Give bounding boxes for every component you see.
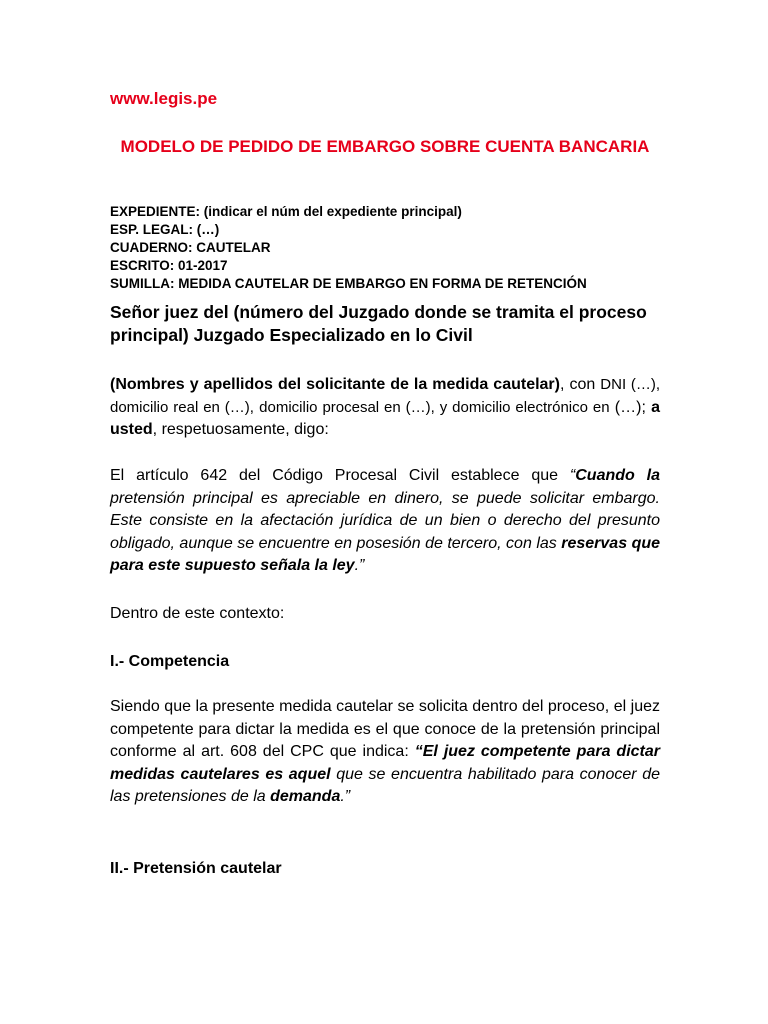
meta-cuaderno: CUADERNO: CAUTELAR [110, 240, 271, 255]
intro-paragraph [110, 374, 660, 442]
context-line: Dentro de este contexto: [110, 605, 285, 622]
article-quote-close: .” [354, 557, 365, 574]
article-quote-body: pretensión principal es apreciable en dinero, se puede solicitar embargo. Este consiste en la afectación jurídica de un bien o derecho del presunto obligado, aunque se encuentre en posesión de tercero, con las [110, 489, 660, 552]
article-quote-open: “ [569, 467, 576, 484]
competence-quote-bold-end: demanda [270, 788, 341, 805]
intro-closing: , respetuosamente, digo: [152, 421, 329, 438]
article-quote-bold-start: Cuando la [575, 467, 660, 484]
article-paragraph [110, 465, 660, 578]
intro-dni: DNI (…), [600, 376, 661, 393]
intro-text-1: , con [560, 376, 596, 393]
article-lead: El artículo 642 del Código Procesal Civil establece que [110, 467, 570, 484]
site-link[interactable]: www.legis.pe [110, 89, 218, 108]
intro-a-usted: a usted [110, 398, 660, 438]
competence-paragraph [110, 696, 660, 809]
case-metadata [110, 203, 660, 293]
section-heading-competencia: I.- Competencia [110, 653, 230, 670]
section-heading-pretension: II.- Pretensión cautelar [110, 860, 282, 877]
competence-quote-close: .” [340, 788, 351, 805]
meta-escrito: ESCRITO: 01-2017 [110, 258, 228, 273]
intro-text-5: (…); [614, 398, 646, 416]
competence-quote-bold: “El juez competente para dictar medidas cautelares es aquel [110, 743, 660, 783]
meta-expediente: EXPEDIENTE: (indicar el núm del expediente principal) [110, 204, 462, 219]
intro-domicilio-procesal: domicilio procesal en (…), y domicilio electrónico en [259, 398, 610, 416]
article-quote-bold-end: reservas que para este supuesto señala la ley [110, 534, 661, 574]
intro-domicilio-real: domicilio real en (…), [110, 398, 254, 416]
competence-lead: Siendo que la presente medida cautelar se solicita dentro del proceso, el juez competente para dictar la medida es el que conoce de la pretensión principal conforme al art. 608 del CPC que indica: [110, 698, 660, 760]
meta-esp-legal: ESP. LEGAL: (…) [110, 222, 220, 237]
document-title: MODELO DE PEDIDO DE EMBARGO SOBRE CUENTA BANCARIA [120, 137, 650, 156]
competence-quote-body: que se encuentra habilitado para conocer de las pretensiones de la [110, 765, 660, 805]
meta-sumilla: SUMILLA: MEDIDA CAUTELAR DE EMBARGO EN FORMA DE RETENCIÓN [110, 276, 587, 291]
judge-address: Señor juez del (número del Juzgado donde se tramita el proceso principal) Juzgado Especializado en lo Civil [110, 302, 647, 345]
applicant-name: (Nombres y apellidos del solicitante de la medida cautelar) [110, 376, 560, 393]
